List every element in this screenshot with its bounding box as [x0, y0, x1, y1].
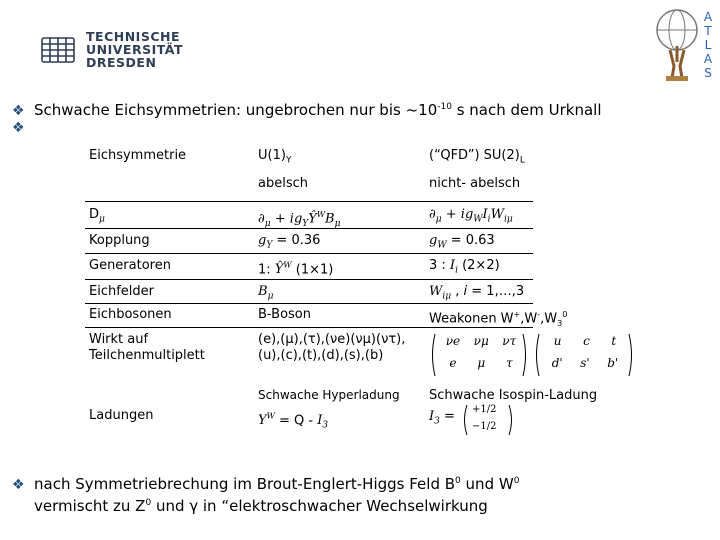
row-kopplung-u1: $g_Y = 0.36$	[258, 233, 321, 251]
bullet-weak-gauge-symmetries: ❖ Schwache Eichsymmetrien: ungebrochen nur bis $\sim 10^{-10}$ s nach dem Urknall	[12, 101, 602, 119]
lepton-doublet-bottom: e μ τ	[449, 356, 513, 370]
row-kopplung-su2: $g_W = 0.63$	[429, 233, 495, 251]
header-abelsch: abelsch	[258, 176, 308, 191]
tu-dresden-emblem-icon	[38, 30, 78, 70]
isospin-vector	[462, 403, 514, 437]
row-wirkt-auf-u1: (e),(μ),(τ),(νe)(νμ)(ντ), (u),(c),(t),(d),(s),(b)	[258, 332, 406, 363]
row-kopplung-label: Kopplung	[89, 233, 150, 248]
row-dmu-label: $D_\mu$	[89, 207, 105, 225]
header-u1y: $U(1)_Y$	[258, 148, 292, 166]
tu-line-1: TECHNISCHE	[86, 29, 180, 44]
row-generatoren-label: Generatoren	[89, 258, 171, 273]
diamond-bullet-icon: ❖	[12, 477, 25, 493]
isospin-lower: −1/2	[472, 421, 497, 432]
header-nicht-abelsch: nicht- abelsch	[429, 176, 521, 191]
row-ladungen-label: Ladungen	[89, 408, 154, 423]
isospin-upper: +1/2	[472, 404, 497, 415]
row-eichbosonen-label: Eichbosonen	[89, 307, 172, 322]
table-rule	[85, 279, 533, 280]
table-rule	[85, 201, 533, 202]
header-su2l: (“QFD”) $SU(2)_L$	[429, 148, 525, 166]
atlas-logo	[652, 6, 716, 82]
atlas-figure-icon	[652, 6, 702, 82]
atlas-letters: A T L A S	[703, 10, 713, 80]
row-ladungen-su2-formula: $I_3$ =	[429, 409, 455, 427]
row-dmu-u1: $\partial_\mu$ + $ig_YŶ^WB_\mu$	[258, 210, 341, 229]
tu-dresden-logo	[38, 28, 198, 76]
lepton-doublet-top: νe νμ ντ	[445, 334, 517, 348]
quark-doublet-bottom: d' s' b'	[551, 356, 619, 370]
row-eichfelder-label: Eichfelder	[89, 284, 154, 299]
bullet-symmetry-breaking: ❖ nach Symmetriebrechung im Brout-Englert-Higgs Feld $B^0$ und $W^0$ vermischt zu $Z^0$ und γ in “elektroschwacher Wechselwirkung	[12, 475, 520, 515]
row-ladungen-u1-formula: $Y^W = Q - I_3$	[258, 412, 329, 431]
row-dmu-su2: $\partial_\mu + ig_WI_iW_{i\mu}$	[429, 207, 513, 225]
row-generatoren-su2: 3 : $I_i$ (2×2)	[429, 258, 500, 276]
tu-line-2: UNIVERSITÄT	[86, 42, 184, 57]
row-ladungen-su2-title: Schwache Isospin-Ladung	[429, 388, 598, 403]
quark-doublet-top: u c t	[553, 334, 617, 348]
diamond-bullet-icon: ❖	[12, 120, 25, 136]
row-eichfelder-u1: $B_\mu$	[258, 284, 274, 302]
diamond-bullet-icon: ❖	[12, 103, 25, 119]
row-wirkt-auf-label: Wirkt auf Teilchenmultiplett	[89, 332, 205, 363]
row-ladungen-u1-title: Schwache Hyperladung	[258, 388, 400, 402]
header-eichsymmetrie: Eichsymmetrie	[89, 148, 187, 163]
bullet-empty	[12, 118, 34, 137]
row-eichbosonen-u1: B-Boson	[258, 307, 311, 322]
row-eichfelder-su2: $W_{i\mu}$ , i = 1,…,3	[429, 284, 525, 302]
doublet-matrix	[429, 330, 639, 380]
row-eichbosonen-su2: Weakonen $W^+,W^-,W_3^0$	[429, 310, 568, 328]
tu-line-3: DRESDEN	[86, 55, 157, 70]
row-generatoren-u1: 1: $Ŷ^W$ (1×1)	[258, 261, 334, 278]
